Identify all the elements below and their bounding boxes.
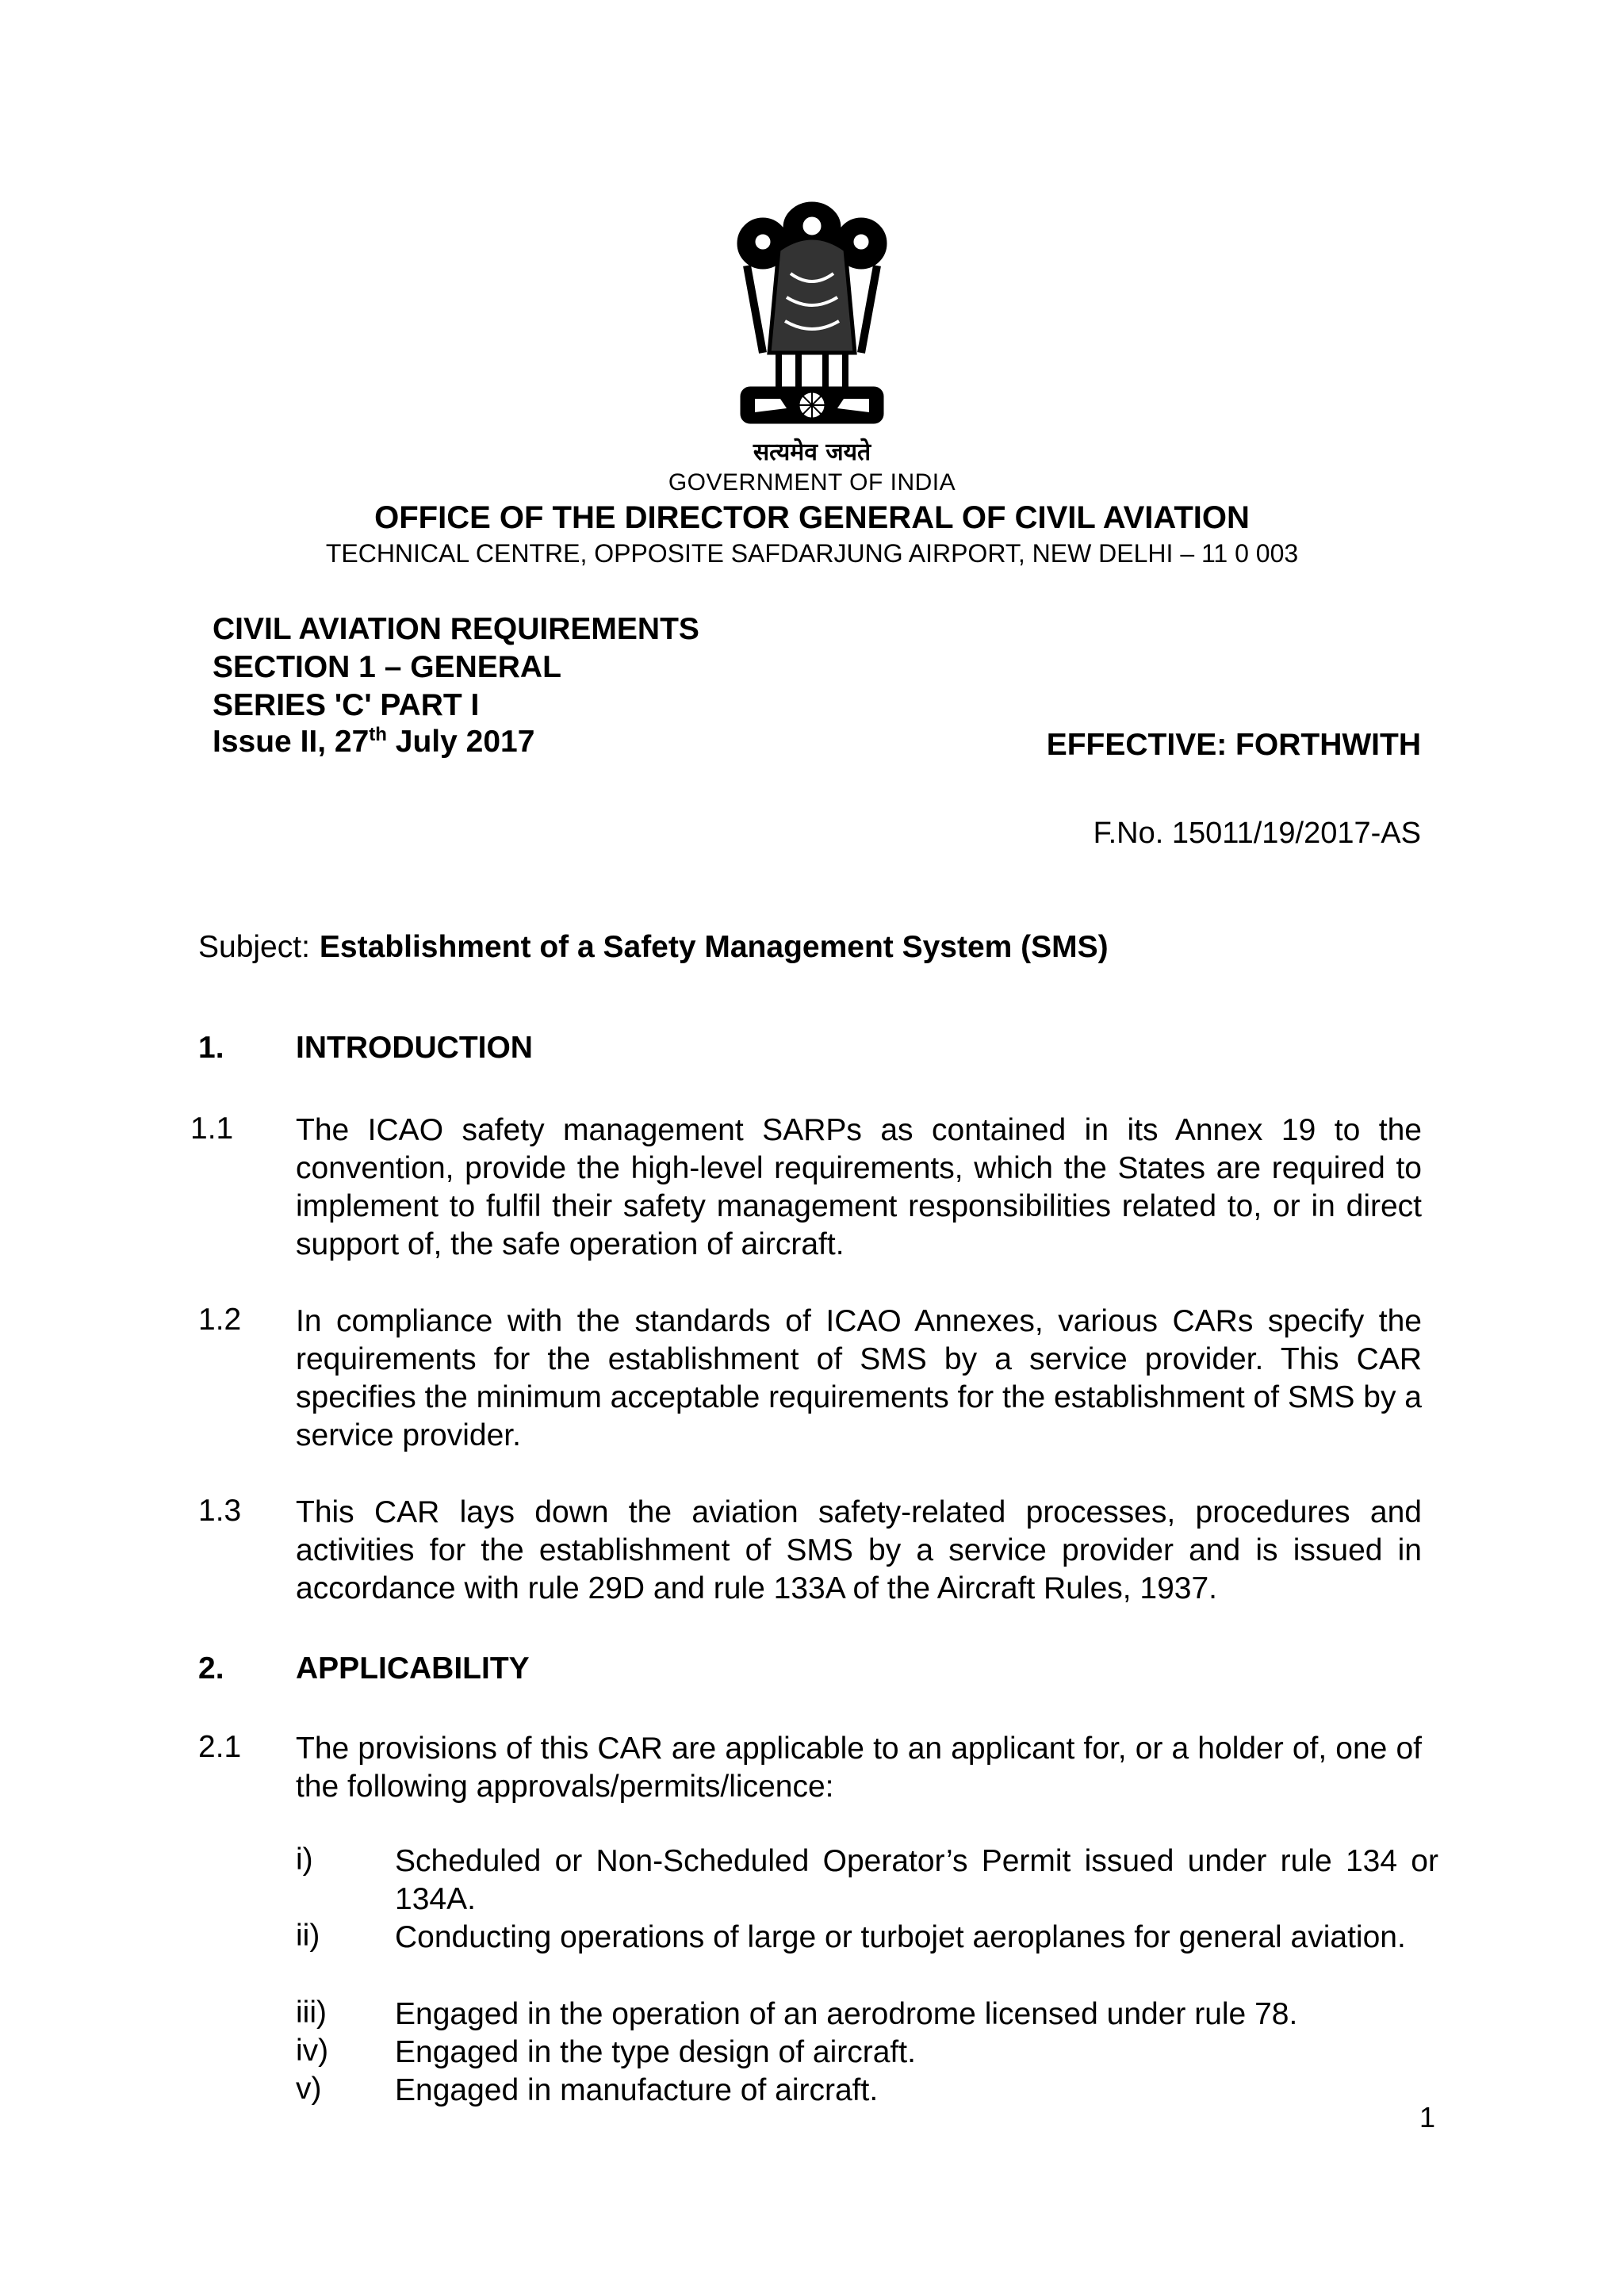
para-number: 1.1 [190,1112,234,1146]
page-number: 1 [1419,2101,1435,2133]
list-item-text: Scheduled or Non-Scheduled Operator’s Permit issued under rule 134 or 134A. [395,1844,1438,1916]
car-section: SECTION 1 – GENERAL [213,650,561,684]
list-item-text: Engaged in the operation of an aerodrome licensed under rule 78. [395,1997,1298,2031]
list-item-label: v) [296,2072,322,2106]
list-item-text: Engaged in manufacture of aircraft. [395,2073,879,2107]
list-item-text: Conducting operations of large or turbojet aeroplanes for general aviation. [395,1920,1406,1954]
emblem-motto: सत्यमेव जयते [753,438,871,466]
subject-text: Establishment of a Safety Management System (SMS) [319,930,1109,964]
subject-label: Subject: [198,930,310,964]
file-number: F.No. 15011/19/2017-AS [1093,817,1421,850]
list-item-label: i) [296,1843,313,1877]
national-emblem-icon [723,194,901,448]
car-title: CIVIL AVIATION REQUIREMENTS [213,612,699,646]
paragraph: This CAR lays down the aviation safety-related processes, procedures and activities for the establishment of SMS by a service provider and is issued in accordance with rule 29D and rule 133A of the Aircraft Rules, 1937. [296,1495,1422,1605]
car-series: SERIES 'C' PART I [213,688,480,722]
section-number: 1. [198,1031,224,1065]
para-number: 1.3 [198,1494,242,1528]
para-number: 2.1 [198,1730,242,1764]
para-number: 1.2 [198,1303,242,1337]
issue-suffix: July 2017 [386,725,535,759]
section-number: 2. [198,1651,224,1686]
section-title: APPLICABILITY [296,1651,530,1686]
office-address: TECHNICAL CENTRE, OPPOSITE SAFDARJUNG AIRPORT, NEW DELHI – 11 0 003 [325,539,1299,568]
government-line: GOVERNMENT OF INDIA [668,469,956,496]
list-item-label: ii) [296,1919,320,1953]
car-issue [213,724,534,760]
paragraph: The provisions of this CAR are applicable to an applicant for, or a holder of, one of the following approvals/permits/licence: [296,1732,1422,1804]
subject-line [198,930,1109,965]
issue-prefix: Issue II, 27 [213,725,370,759]
paragraph: The ICAO safety management SARPs as contained in its Annex 19 to the convention, provide the high-level requirements, which the States are required to implement to fulfil their safety management responsibilities related to, or in direct support of, the safe operation of aircraft. [296,1113,1422,1261]
office-title: OFFICE OF THE DIRECTOR GENERAL OF CIVIL AVIATION [374,500,1250,535]
list-item-text: Engaged in the type design of aircraft. [395,2035,916,2069]
list-item-label: iii) [296,1996,327,2030]
list-item-label: iv) [296,2034,329,2068]
paragraph: In compliance with the standards of ICAO Annexes, various CARs specify the requirements for the establishment of SMS by a service provider. This CAR specifies the minimum acceptable requirements for the establishment of SMS by a service provider. [296,1304,1422,1452]
issue-sup: th [369,724,387,745]
effective-date: EFFECTIVE: FORTHWITH [1046,728,1421,762]
section-title: INTRODUCTION [296,1031,533,1065]
